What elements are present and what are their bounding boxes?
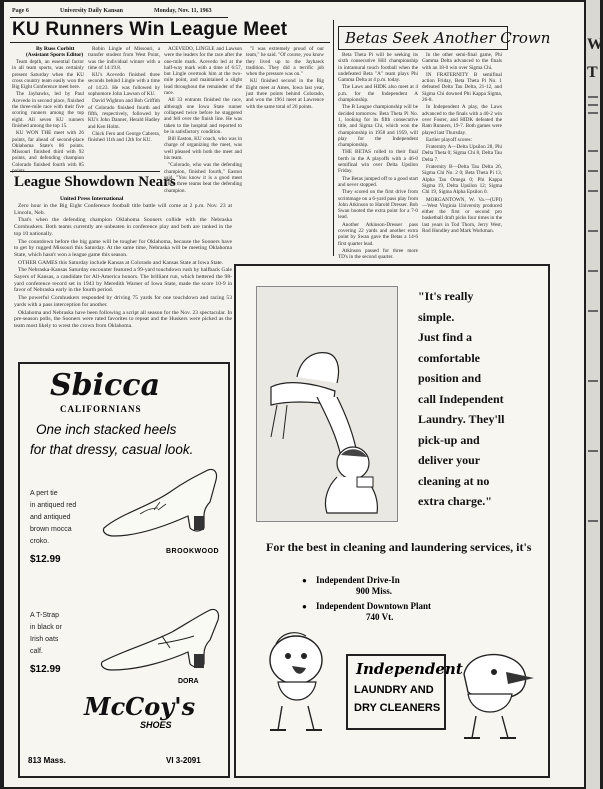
story3-col2 [422,52,502,258]
item2-name: DORA [178,678,199,685]
paragraph: Chick Fero and George Cabrera, finished 11th and 12th for KU. [88,130,160,144]
paragraph: The Nebraska-Kansas Saturday encounter featured a 99-yard touchdown rush by halfback Gale Sayers of Kansas, a candidate for All-America honors. The brilliant run, which bettered the 98-yard conference record set in 1943 by Meredith Warner of Iowa State, made the score 10-9 in favor of Nebraska early in the fourth period. [14,267,232,294]
column-divider [333,20,334,256]
paragraph: Another Atkinson-Dresser pass covering 22 yards and another extra point by Swan gave the Betas a 14-6 first quarter lead. [338,221,418,247]
section-rule [10,171,160,172]
paragraph: MORGANTOWN, W. Va.—(UPI) —West Virginia University produced either the first or second pro basketball draft picks four times in the last years in Tod Thorn, Jerry West, Rod Hundley and Mark Workman. [422,196,502,235]
edge-text-fragment [588,170,598,172]
masthead-rule [10,17,228,18]
paragraph: The powerful Cornhuskers responded by driving 75 yards for one touchdown and racing 53 yards with a pass interception for another. [14,295,232,308]
paragraph: Beta Theta Pi will be seeking its sixth consecutive Hill championship in intramural touch football when the undefeated Beta "A" team plays Phi Gamma Delta at 4 p.m. today. [338,52,418,84]
laundry-advertisement [234,264,550,778]
reclining-man-illustration [257,287,397,521]
adjacent-page-edge [586,0,603,789]
desc-line: A pert tie [30,490,58,497]
logo-line-3: DRY CLEANERS [354,702,441,714]
paragraph: "I was extremely proud of our team," he said. "Of course, you know they lived up to the Jayhawk tradition. They did a terrific job when the pressure was on." [246,46,324,78]
edge-text-fragment [588,150,598,152]
newspaper-page [4,2,584,787]
edge-text-fragment [588,270,598,272]
quote-line: Laundry. They'll [418,412,505,426]
edge-letter: W [587,36,603,53]
paragraph: ACEVEDO, LINGLE and Lawson were the leaders for the race after the one-mile mark. Acevedo led at the half-way mark with a time of 6:57, but Lingle overtook him at the two-mile point, and maintained a slight lead throughout the remainder of the race. [164,46,242,97]
story3-col1 [338,52,418,261]
page-number: Page 6 [12,8,29,14]
item1-price: $12.99 [30,554,61,565]
desc-line: in antiqued red [30,502,77,509]
paragraph: Team depth, an essential factor in all team sports, was certainly present Saturday when the KU cross country team easily won the Big Eight Conference meet here. [12,59,84,91]
jayhawk-mascot-right-illustration [448,644,538,744]
paragraph: Robin Lingle of Missouri, a transfer student from West Point, was the individual winner with a time of 14:19.8. [88,46,160,71]
location1-address: 900 Miss. [356,586,392,596]
paragraph: Atkinson passed for three more TD's in the second quarter. [338,247,418,261]
desc-line: Irish oats [30,636,59,643]
headline-rule [10,42,330,43]
desc-line: and antiqued [30,514,71,521]
paragraph: The Jayhawks, led by Paul Acevedo in second place, finished the three-mile race with their five scoring runners among the top eight. All seven KU runners finished among the top 15. [12,91,84,129]
quote-line: call Independent [418,391,504,406]
item1-name: BROOKWOOD [166,548,220,555]
logo-script: Independent [356,660,463,678]
quote-line: Just find a [418,330,473,344]
desc-line: calf. [30,648,43,655]
edge-text-fragment [588,190,598,192]
story1-col4 [246,46,324,256]
jayhawk-mascot-left-illustration [256,626,336,736]
brand-subtitle: CALIFORNIANS [60,404,142,414]
cartoon-panel [256,286,398,522]
brookwood-shoe-illustration [100,462,224,542]
paragraph: Earlier playoff scores: [426,136,472,143]
edge-text-fragment [588,450,598,452]
paragraph: That's when the defending champion Oklahoma Sooners collide with the Nebraska Cornhuskers. Both teams currently are unbeaten in conference play and both are ranked in the top 10 nationally. [14,217,232,237]
issue-date: Monday, Nov. 11, 1963 [154,8,212,14]
edge-text-fragment [588,230,598,232]
paragraph: Fraternity A—Delta Upsilon 28, Phi Delta Theta 0; Sigma Chi 8, Delta Tau Delta 7. [422,144,502,163]
store-logo-sub: SHOES [140,720,172,730]
logo-line-2: LAUNDRY AND [354,684,434,696]
ad-tagline: For the best in cleaning and laundering services, it's [266,540,532,554]
bullet-icon: ● [302,576,307,585]
desc-line: A T-Strap [30,612,60,619]
paragraph: THE BETAS rolled to their final berth in the A playoffs with a 46-0 semifinal win over Delta Upsilon Friday. [338,149,418,175]
edge-text-fragment [588,104,598,106]
paragraph: KU finished second in the Big Eight meet at Ames, Iowa last year, just three points behind Colorado, and won the 1961 meet at Lawrence with the same total of 26 points. [246,78,324,110]
paragraph: Zero hour in the Big Eight Conference football title battle will come at 2 p.m. Nov. 23 at Lincoln, Neb. [14,203,232,216]
quote-line: comfortable [418,350,480,365]
story2-byline: United Press International [60,196,124,202]
paragraph: In Independent A play, the Laws advanced to the finals with a 40-2 win over Foster, and HIDK defeated the Ram Runners, 19-7. Both games were played last Thursday. [422,104,502,136]
edge-text-fragment [588,96,598,98]
quote-line: pick-up and [418,432,480,447]
item2-price: $12.99 [30,664,61,675]
story1-headline: KU Runners Win League Meet [12,19,288,40]
edge-text-fragment [588,310,598,312]
location1-name: Independent Drive-In [316,575,400,585]
paragraph: They scored on the first drive from scrimmage on a 6-yard pass play from John Atkinson to Harold Dresser. Bob Swan booted the extra point for a 7-0 lead. [338,189,418,221]
paragraph: David Wighton and Bob Griffith of Colorado finished fourth and fifth, respectively, followed by KU's John Danner, Herald Hadley and Ken Holm. [88,98,160,130]
paragraph: "Colorado, who was the defending champion, finished fourth," Easton said. "You know it is a good meet when three teams beat the defending champion. [164,162,242,194]
paragraph: The Betas jumped off to a good start and never stopped. [338,175,418,188]
location2-name: Independent Downtown Plant [316,601,432,611]
quote-line: extra charge." [418,494,492,508]
laundry-logo [346,654,463,730]
paragraph: Fraternity B—Delta Tau Delta 26, Sigma Chi No. 2 0; Beta Theta Pi 13, Alpha Tau Omega 0; Phi Kappa Sigma 19, Delta Upsilon 12; Sigma Chi 19, Sigma Alpha Epsilon 0. [422,164,502,196]
ad-quote [418,286,504,512]
quote-line: simple. [418,309,455,324]
paragraph: The countdown before the big game will be tougher for Oklahoma, because the Sooners have to get by rugged Missouri this Saturday. At the same time, Nebraska will be meeting Oklahoma State, which hasn't won a league game this season. [14,238,232,258]
story1-col1 [12,59,84,169]
paragraph: Oklahoma and Nebraska have been following a script all season for the Nov. 23 spectacular. In pre-season polls, the Sooners were rated favorites to repeat and the Huskers were picked as the team most likely to wrest the crown from Oklahoma. [14,309,232,329]
paragraph: The B League championship will be decided tomorrow. Beta Theta Pi No. 1, looking for its fifth consecutive title, and Sigma Chi, which won the championship in 1958 and 1959, will play for the Independent championship. [338,104,418,149]
location2-address: 740 Vt. [366,612,394,622]
bullet-icon: ● [302,602,307,611]
paragraph: KU WON THE meet with 26 points, far ahead of second-place Oklahoma State's 86 points. Missouri finished third with 92 points, and defending champion Colorado finished fourth with 85 [12,130,84,168]
edge-text-fragment [588,112,598,114]
paragraph: IN FRATERNITY B semifinal action Friday, Beta Theta Pi No. 1 defeated Delta Tau Delta, 21-12, and Sigma Chi downed Phi Kappa Sigma, 26-8. [422,71,502,104]
story2-headline: League Showdown Nears [14,174,176,190]
dora-shoe-illustration [98,598,224,678]
story3-headline-box [338,26,551,50]
store-logo: McCoy's [84,692,196,721]
shoe-advertisement [18,362,230,778]
desc-line: croko. [30,538,50,545]
story1-byline: By Russ Corbitt [36,46,75,52]
item1-description [30,488,76,548]
paragraph: OTHER GAMES this Saturday include Kansas at Colorado and Kansas State at Iowa State. [18,259,224,266]
story3-headline: Betas Seek Another Crown [345,29,551,47]
paragraph: The Laws and HIDK also meet at 4 p.m. for the Independent A championship. [338,84,418,104]
ad-headline-1: One inch stacked heels [36,422,177,437]
desc-line: brown mocca [30,526,72,533]
quote-line: "It's really [418,289,474,303]
desc-line: in black or [30,624,62,631]
quote-line: cleaning at no [418,473,490,488]
store-phone: VI 3-2091 [166,756,201,765]
store-address: 813 Mass. [28,756,66,765]
brand-logo: Sbicca [50,368,161,403]
item2-description [30,610,62,658]
paragraph: Bill Easton, KU coach, who was in charge of organizing the meet, was well pleased with both the meet and his team. [164,136,242,162]
paragraph: KU's Acevedo finished three seconds behind Lingle with a time of 14:23. He was followed by sophomore John Lawson of KU. [88,72,160,98]
quote-line: position and [418,371,482,385]
paragraph: All 33 entrants finished the race, although one Iowa State runner collapsed twice before he staggered and fell over the finish line. He was taken to the hospital and reported to be in satisfactory condition. [164,97,242,135]
quote-line: deliver your [418,453,481,467]
story2-body [14,203,232,355]
story1-col2 [88,46,160,169]
paragraph: In the other semi-final game, Phi Gamma Delta advanced to the finals with an 18-0 win over Sigma Chi. [422,52,502,71]
edge-text-fragment [588,520,598,522]
paper-name: University Daily Kansan [60,8,124,14]
edge-letter: T [587,64,598,81]
story1-byline-role: (Assistant Sports Editor) [26,52,84,58]
edge-text-fragment [588,380,598,382]
ad-headline-2: for that dressy, casual look. [30,442,194,457]
